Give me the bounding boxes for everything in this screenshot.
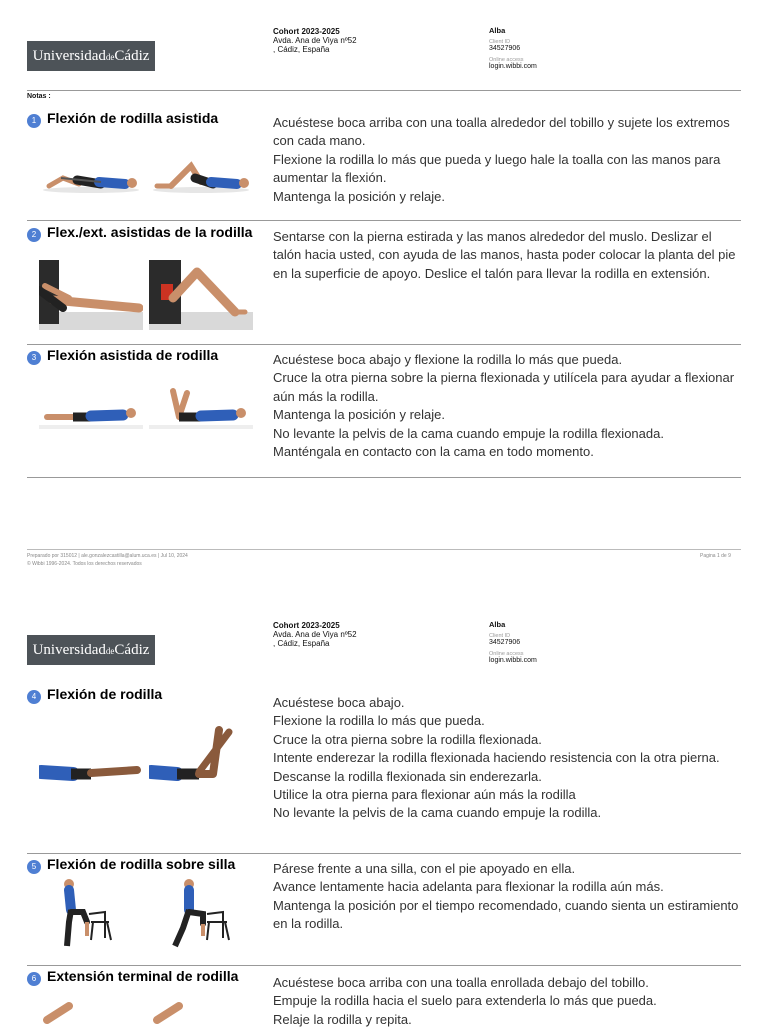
exercise-5 (27, 858, 741, 965)
desc-line: Utilice la otra pierna para flexionar aún más la rodilla (273, 787, 576, 803)
footer-copyright: © Wibbi 1996-2024. Todos los derechos reservados (27, 561, 142, 567)
exercise-number-badge: 5 (27, 860, 41, 874)
client-info (489, 27, 537, 75)
exercise-title: Flexión asistida de rodilla (47, 347, 219, 363)
desc-line: Mantenga la posición y relaje. (273, 188, 445, 204)
client-id-label: Client ID (489, 39, 511, 45)
divider (27, 90, 741, 91)
desc-line: Mantenga la posición por el tiempo recomendado, cuando sienta un estiramiento en la rodilla. (273, 897, 739, 932)
exercise-4 (27, 688, 741, 853)
clinic-name: Cohort 2023-2025 (273, 27, 340, 36)
exercise-description (273, 228, 741, 283)
clinic-address-line2: , Cádiz, España (273, 639, 330, 648)
desc-line: Mantenga la posición y relaje. (273, 407, 445, 423)
online-access-url[interactable]: login.wibbi.com (489, 657, 537, 664)
university-logo: UniversidaddeCádiz (27, 635, 155, 665)
divider (27, 477, 741, 478)
client-name: Alba (489, 26, 506, 35)
desc-line: Descanse la rodilla flexionada sin enderezarla. (273, 768, 542, 784)
desc-line: Acuéstese boca abajo y flexione la rodilla lo más que pueda. (273, 352, 623, 367)
divider (27, 965, 741, 966)
exercise-title: Flexión de rodilla asistida (47, 110, 219, 126)
exercise-number-badge: 4 (27, 690, 41, 704)
clinic-address-line2: , Cádiz, España (273, 45, 330, 54)
client-name: Alba (489, 620, 506, 629)
exercise-description (273, 694, 741, 823)
desc-line: Flexione la rodilla lo más que pueda y luego hale la toalla con las manos para aumentar la flexión. (273, 151, 721, 186)
clinic-info (273, 621, 357, 648)
exercise-title: Flex./ext. asistidas de la rodilla (47, 224, 253, 240)
exercise-image-end (149, 720, 253, 790)
exercise-title: Extensión terminal de rodilla (47, 968, 239, 984)
clinic-name: Cohort 2023-2025 (273, 621, 340, 630)
divider (27, 853, 741, 854)
desc-line: Acuéstese boca abajo. (273, 695, 405, 710)
clinic-address-line1: Avda. Ana de Viya nº52 (273, 630, 357, 639)
exercise-2 (27, 226, 741, 344)
desc-line: Cruce la otra pierna sobre la pierna flexionada y utilícela para ayudar a flexionar aún más la rodilla. (273, 370, 735, 404)
desc-line: Relaje la rodilla y repita. (273, 1011, 412, 1027)
desc-line: Manténgala en contacto con la cama en todo momento. (273, 444, 594, 460)
desc-line: Flexione la rodilla lo más que pueda. (273, 713, 485, 729)
client-id-value: 34527906 (489, 639, 521, 646)
footer-page-number: Pagina 1 de 9 (700, 553, 731, 559)
exercise-image-start (39, 1000, 143, 1024)
desc-line: Empuje la rodilla hacia el suelo para extenderla lo más que pueda. (273, 993, 657, 1009)
exercise-image-start (39, 878, 143, 948)
client-id-label: Client ID (489, 633, 511, 639)
online-access-label: Online access (489, 57, 524, 63)
exercise-image-end (149, 140, 253, 210)
exercise-number-badge: 3 (27, 351, 41, 365)
exercise-image-end (149, 260, 253, 330)
client-info (489, 621, 537, 669)
footer-prepared: Preparado por 315012 | ale.gonzalezcastilla@alum.uca.es | Jul 10, 2024 (27, 553, 188, 559)
exercise-image-end (149, 878, 253, 948)
desc-line: No levante la pelvis de la cama cuando empuje la rodilla. (273, 805, 602, 821)
desc-line: Cruce la otra pierna sobre la rodilla flexionada. (273, 731, 542, 747)
exercise-number-badge: 6 (27, 972, 41, 986)
exercise-description (273, 860, 741, 934)
page-header-1 (0, 24, 768, 84)
footer-divider (27, 549, 741, 550)
exercise-number-badge: 1 (27, 114, 41, 128)
exercise-description (273, 974, 741, 1029)
exercise-number-badge: 2 (27, 228, 41, 242)
desc-line: Intente enderezar la rodilla flexionada haciendo resistencia con la otra pierna. (273, 750, 720, 766)
exercise-6 (27, 968, 741, 1027)
desc-line: Acuéstese boca arriba con una toalla alrededor del tobillo y sujete los extremos con cada mano. (273, 115, 730, 149)
desc-line: No levante la pelvis de la cama cuando empuje la rodilla flexionada. (273, 425, 664, 441)
online-access-label: Online access (489, 651, 524, 657)
footer-info (27, 552, 188, 568)
exercise-1 (27, 112, 741, 220)
divider (27, 344, 741, 345)
exercise-image-start (39, 140, 143, 210)
exercise-image-start (39, 720, 143, 790)
desc-line: Párese frente a una silla, con el pie apoyado en ella. (273, 861, 576, 876)
exercise-image-end (149, 1000, 253, 1024)
exercise-title: Flexión de rodilla (47, 686, 163, 702)
client-id-value: 34527906 (489, 45, 521, 52)
university-logo: UniversidaddeCádiz (27, 41, 155, 71)
exercise-image-start (39, 260, 143, 330)
notes-label: Notas : (27, 93, 51, 100)
desc-line: Sentarse con la pierna estirada y las manos alrededor del muslo. Deslizar el talón hacia usted, con ayuda de las manos, hasta poder colocar la planta del pie en la superficie de apoyo. Deslice el talón para llevar la rodilla en extensión. (273, 229, 736, 281)
exercise-title: Flexión de rodilla sobre silla (47, 856, 236, 872)
exercise-description (273, 114, 741, 206)
desc-line: Avance lentamente hacia adelanta para flexionar la rodilla aún más. (273, 879, 664, 895)
desc-line: Acuéstese boca arriba con una toalla enrollada debajo del tobillo. (273, 975, 649, 990)
exercise-image-end (149, 379, 253, 449)
divider (27, 220, 741, 221)
clinic-address-line1: Avda. Ana de Viya nº52 (273, 36, 357, 45)
online-access-url[interactable]: login.wibbi.com (489, 63, 537, 70)
exercise-3 (27, 349, 741, 477)
exercise-description (273, 351, 741, 461)
clinic-info (273, 27, 357, 54)
page-header-2 (0, 618, 768, 678)
exercise-image-start (39, 379, 143, 449)
exercise-images (39, 1000, 259, 1024)
